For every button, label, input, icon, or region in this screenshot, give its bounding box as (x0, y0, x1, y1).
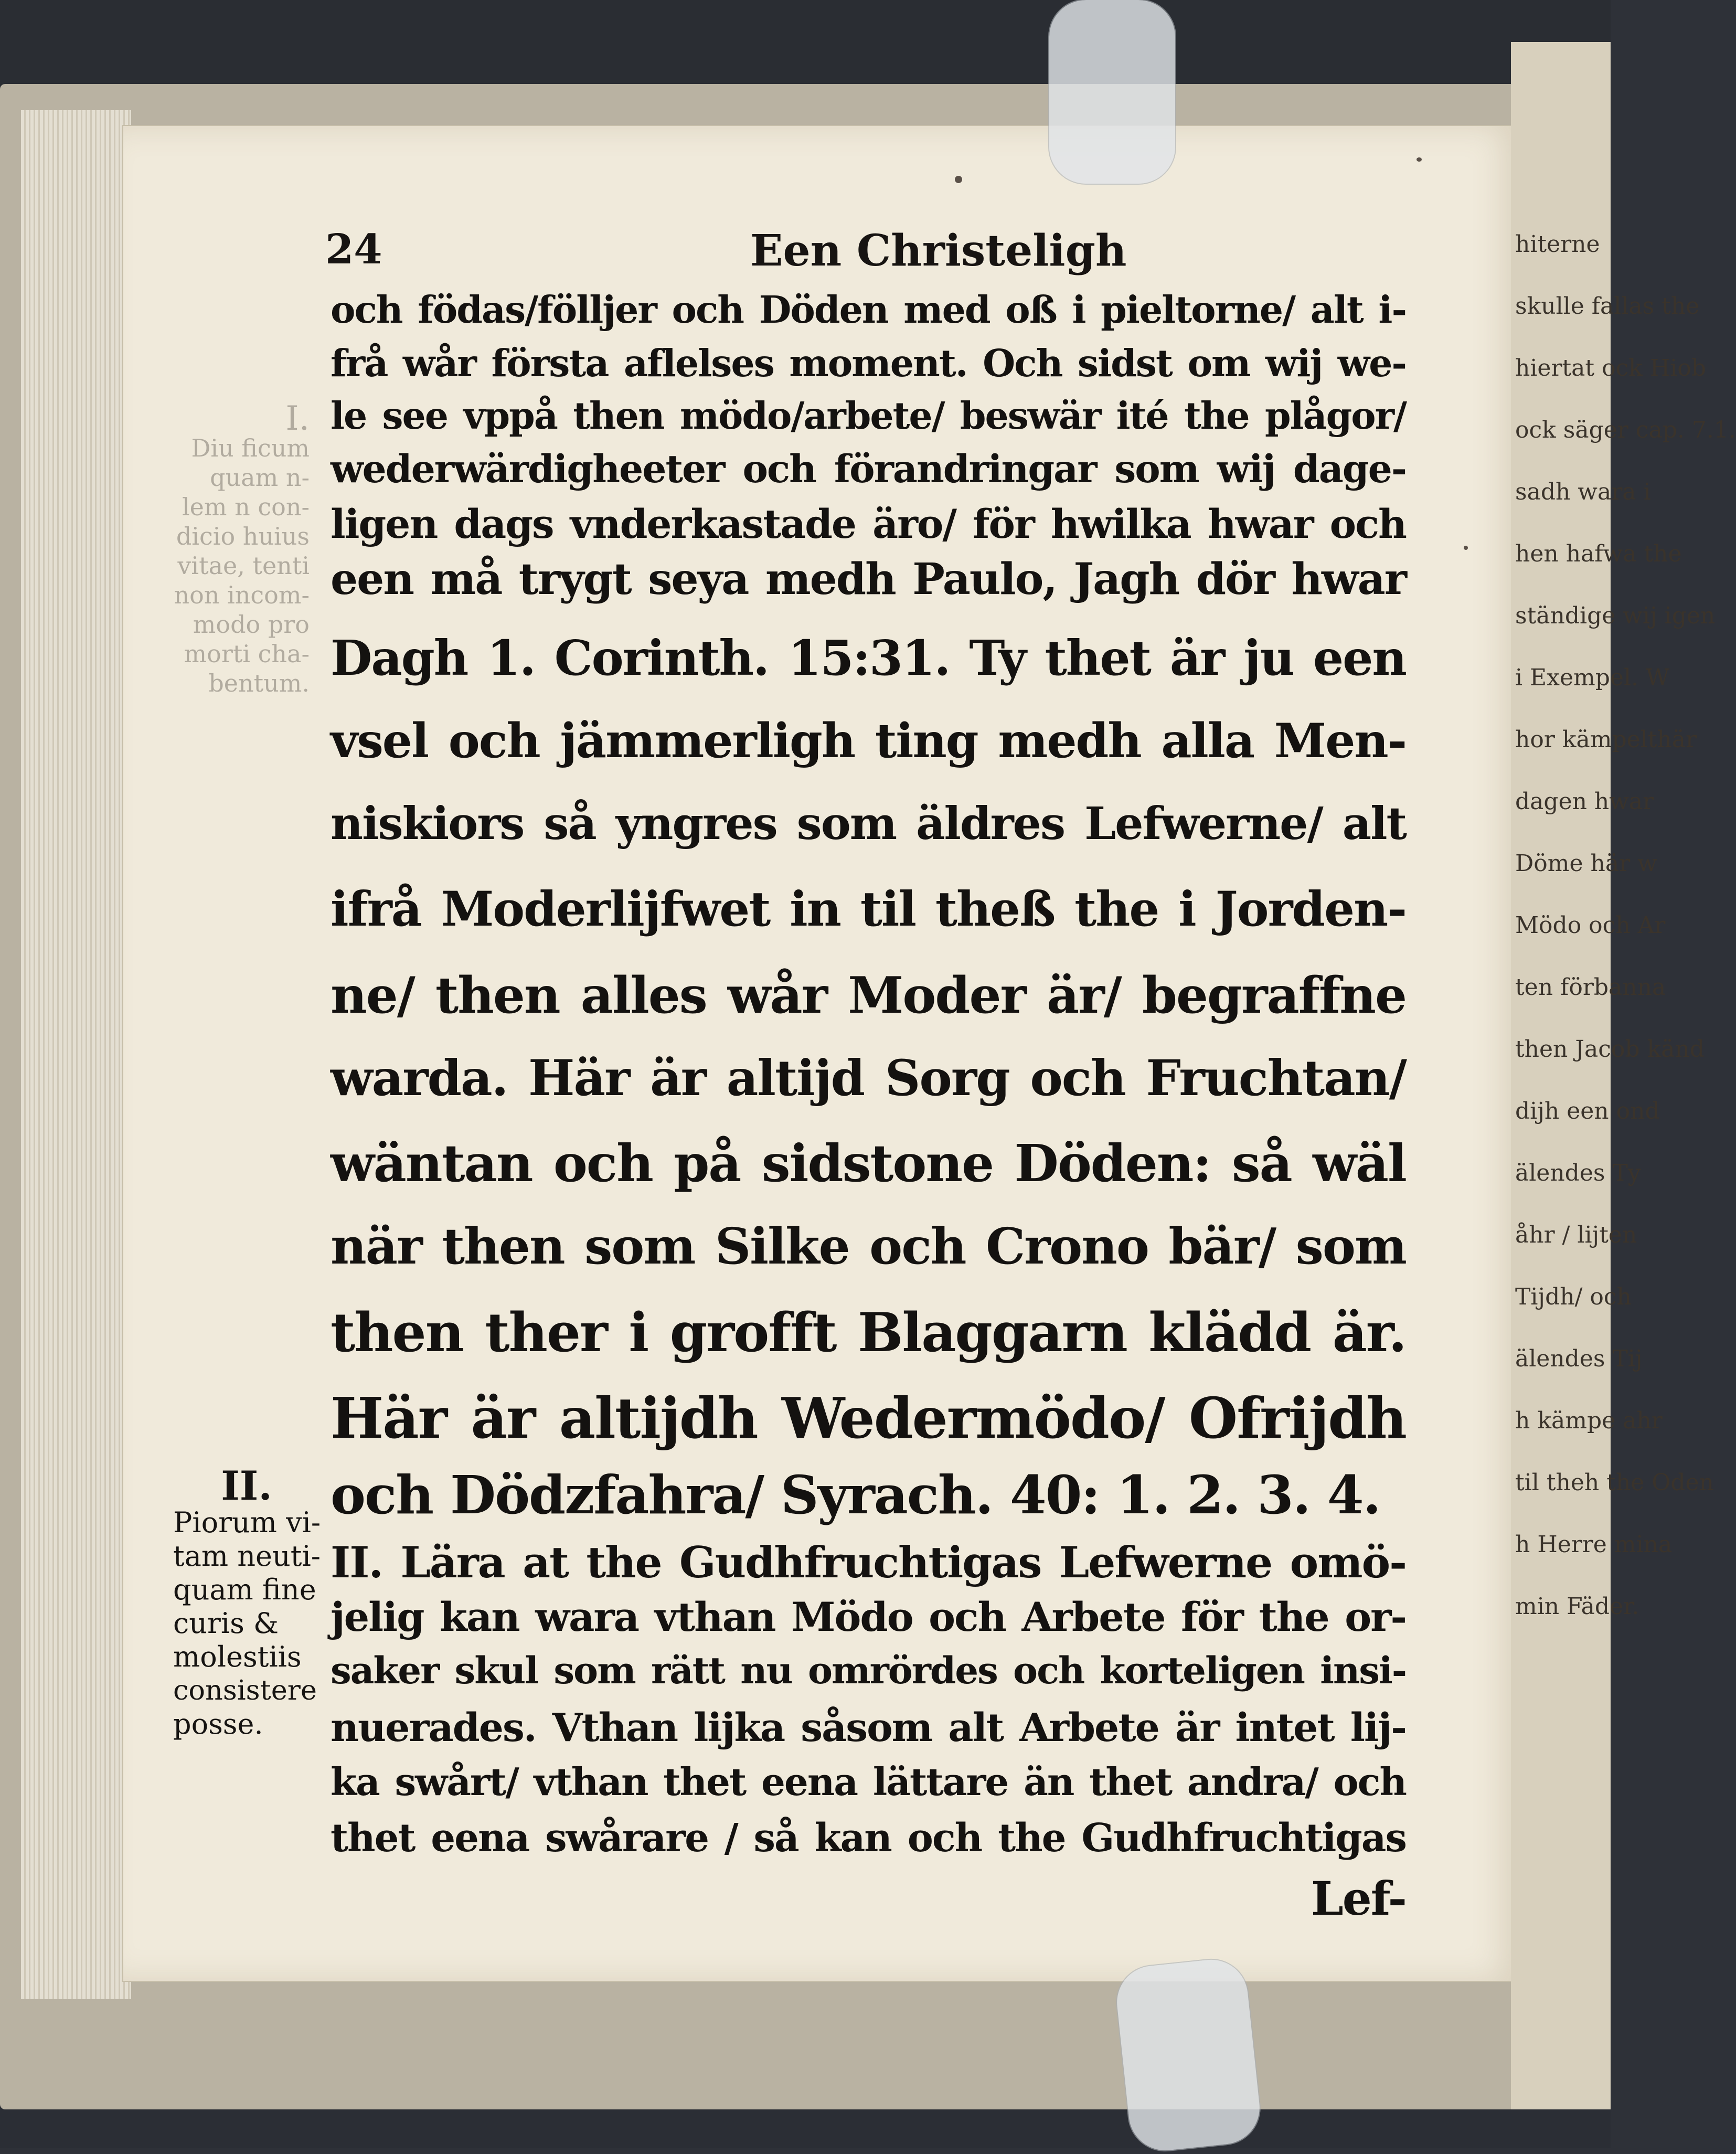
facing-page-line: dijh een ond (1515, 1098, 1660, 1124)
facing-page-line: h kämpe ahr (1515, 1407, 1663, 1434)
facing-page-line: then Jacob känd (1515, 1036, 1705, 1063)
margin-note-line: posse. (173, 1707, 263, 1741)
facing-page-line: til theh the Oden (1515, 1469, 1714, 1496)
text-line: II. Lära at the Gudhfruchtigas Lefwerne omö- (331, 1537, 1406, 1588)
page-header (325, 220, 1406, 278)
margin-note-line: molestiis (173, 1640, 302, 1673)
margin-note-line: vitae, tenti (177, 551, 310, 580)
facing-page-line: älendes Ty (1515, 1160, 1641, 1186)
facing-page-line: Mödo och Ar (1515, 912, 1666, 939)
page-edges (21, 110, 131, 1999)
facing-page-line: h Herre mina (1515, 1531, 1673, 1558)
facing-page-line: dagen hwar (1515, 788, 1654, 815)
margin-note-line: tam neuti- (173, 1540, 321, 1573)
text-line: ligen dags vnderkastade äro/ för hwilka hwar och (331, 501, 1406, 547)
text-line: then ther i grofft Blaggarn klädd är. (331, 1301, 1406, 1364)
text-line: frå wår första aflelses moment. Och sidst om wij we- (331, 341, 1406, 385)
facing-page-line: Döme här w (1515, 850, 1657, 877)
margin-note-faint (152, 399, 310, 698)
facing-page-line: i Exempel. W (1515, 664, 1670, 691)
margin-note-line: curis & (173, 1607, 279, 1640)
page-clip-bottom (1113, 1956, 1263, 2154)
text-line: när then som Silke och Crono bär/ som (331, 1217, 1406, 1276)
text-line: saker skul som rätt nu omrördes och korteligen insi- (331, 1649, 1406, 1692)
text-line: le see vppå then mödo/arbete/ beswär ité the plågor/ (331, 394, 1406, 438)
margin-numeral: I. (285, 399, 310, 438)
facing-page-line: hiertat ock Hiob (1515, 355, 1706, 381)
catchword: Lef- (1311, 1871, 1406, 1926)
margin-note-2 (173, 1462, 321, 1741)
facing-page-line: ständige wij igen (1515, 602, 1716, 629)
margin-note-line: bentum. (208, 669, 310, 697)
text-line: jelig kan wara vthan Mödo och Arbete för the or- (331, 1593, 1406, 1640)
facing-page-line: ten förbanna (1515, 974, 1666, 1001)
ink-speck (1464, 546, 1468, 550)
facing-page-line: hor kämpelthär (1515, 726, 1697, 753)
facing-page-line: min Fäder. (1515, 1593, 1639, 1620)
margin-note-line: quam fine (173, 1573, 316, 1606)
text-line: ifrå Moderlijfwet in til theß the i Jorden- (331, 882, 1406, 937)
page-clip-top (1049, 0, 1175, 184)
facing-page-line: skulle fallas the (1515, 293, 1700, 320)
margin-note-line: Piorum vi- (173, 1506, 321, 1539)
text-line: och födas/fölljer och Döden med oß i pieltorne/ alt i- (331, 288, 1406, 332)
text-line: Här är altijdh Wedermödo/ Ofrijdh (331, 1385, 1406, 1451)
margin-note-line: modo pro (193, 610, 310, 639)
running-title: Een Christeligh (750, 226, 1127, 276)
text-line: thet eena swårare / så kan och the Gudhfruchtigas (331, 1816, 1406, 1861)
text-line: wederwärdigheeter och förandringar som wij dage- (331, 447, 1406, 492)
text-line: Dagh 1. Corinth. 15:31. Ty thet är ju een (331, 630, 1406, 686)
text-line: een må trygt seya medh Paulo, Jagh dör hwar (331, 554, 1406, 604)
facing-page-line: Tijdh/ och (1515, 1283, 1632, 1310)
margin-numeral: II. (221, 1462, 272, 1509)
page-number: 24 (325, 226, 382, 273)
margin-note-line: morti cha- (184, 640, 310, 668)
margin-note-line: quam n- (210, 463, 310, 492)
facing-page-line: hen hafwa the (1515, 540, 1682, 567)
margin-note-line: Diu ficum (191, 434, 310, 462)
margin-note-line: consistere (173, 1674, 317, 1706)
facing-page-line: sadh wara i (1515, 479, 1651, 505)
text-line: ka swårt/ vthan thet eena lättare än thet andra/ och (331, 1760, 1406, 1805)
text-line: niskiors så yngres som äldres Lefwerne/ alt (331, 798, 1406, 850)
text-line: ne/ then alles wår Moder är/ begraffne (331, 965, 1406, 1025)
text-line: wäntan och på sidstone Döden: så wäl (331, 1133, 1406, 1193)
facing-page-line: åhr / lijten (1515, 1222, 1637, 1248)
margin-note-line: lem n con- (182, 493, 310, 521)
facing-page-line: älendes Tij (1515, 1345, 1643, 1372)
facing-page-line: ock säger cap. 7.1. (1515, 417, 1736, 443)
margin-note-line: dicio huius (176, 522, 310, 550)
ink-speck (1417, 157, 1422, 162)
ink-speck (955, 176, 962, 183)
margin-note-line: non incom- (174, 581, 310, 609)
text-line: och Dödzfahra/ Syrach. 40: 1. 2. 3. 4. (331, 1464, 1380, 1526)
text-line: vsel och jämmerligh ting medh alla Men- (331, 714, 1406, 769)
facing-page (1511, 42, 1736, 2109)
text-line: nuerades. Vthan lijka såsom alt Arbete är intet lij- (331, 1704, 1406, 1750)
text-line: warda. Här är altijd Sorg och Fruchtan/ (331, 1049, 1406, 1107)
facing-page-line: hiterne (1515, 231, 1600, 258)
